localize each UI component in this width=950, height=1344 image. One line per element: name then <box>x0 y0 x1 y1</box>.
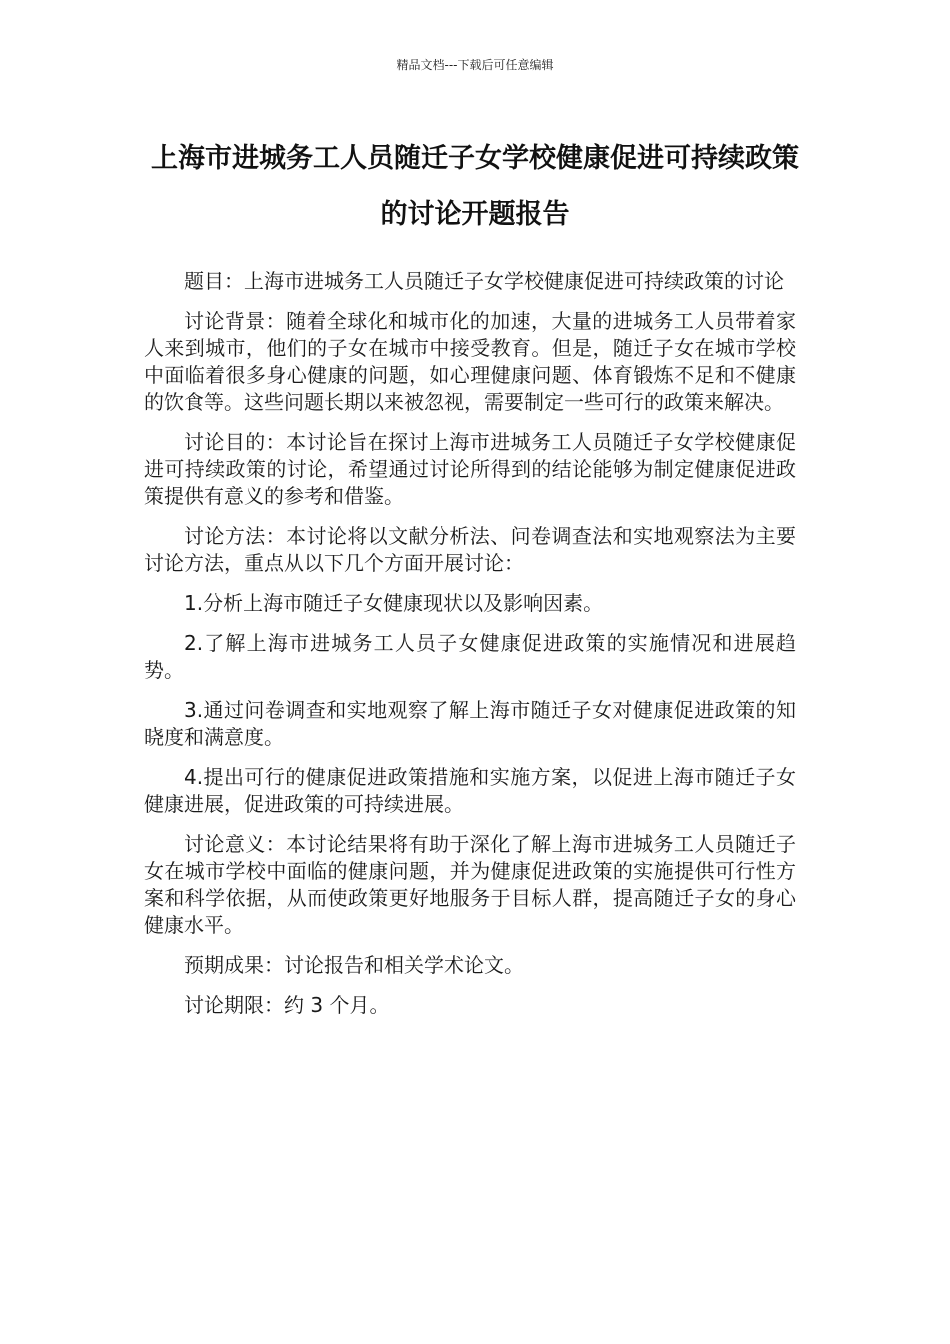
paragraph-purpose: 讨论目的：本讨论旨在探讨上海市进城务工人员随迁子女学校健康促进可持续政策的讨论，希望通过讨论所得到的结论能够为制定健康促进政策提供有意义的参考和借鉴。 <box>144 430 796 508</box>
paragraph-method-item-1: 1.分析上海市随迁子女健康现状以及影响因素。 <box>184 591 604 615</box>
document-body <box>144 268 796 1032</box>
paragraph-topic: 题目：上海市进城务工人员随迁子女学校健康促进可持续政策的讨论 <box>184 269 784 293</box>
paragraph-expected-results: 预期成果：讨论报告和相关学术论文。 <box>184 953 524 977</box>
paragraph-method-item-2: 2.了解上海市进城务工人员子女健康促进政策的实施情况和进展趋势。 <box>144 631 796 682</box>
paragraph-background: 讨论背景：随着全球化和城市化的加速，大量的进城务工人员带着家人来到城市，他们的子女在城市中接受教育。但是，随迁子女在城市学校中面临着很多身心健康的问题，如心理健康问题、体育锻炼不足和不健康的饮食等。这些问题长期以来被忽视，需要制定一些可行的政策来解决。 <box>144 309 796 414</box>
paragraph-method: 讨论方法：本讨论将以文献分析法、问卷调查法和实地观察法为主要讨论方法，重点从以下几个方面开展讨论： <box>144 524 796 575</box>
page-header: 精品文档---下载后可任意编辑 <box>396 58 554 72</box>
paragraph-method-item-4: 4.提出可行的健康促进政策措施和实施方案，以促进上海市随迁子女健康进展，促进政策的可持续进展。 <box>144 765 796 816</box>
document-title: 上海市进城务工人员随迁子女学校健康促进可持续政策的讨论开题报告 <box>151 143 799 230</box>
paragraph-duration: 讨论期限：约 3 个月。 <box>184 993 390 1017</box>
paragraph-method-item-3: 3.通过问卷调查和实地观察了解上海市随迁子女对健康促进政策的知晓度和满意度。 <box>144 698 796 749</box>
paragraph-significance: 讨论意义：本讨论结果将有助于深化了解上海市进城务工人员随迁子女在城市学校中面临的健康问题，并为健康促进政策的实施提供可行性方案和科学依据，从而使政策更好地服务于目标人群，提高随迁子女的身心健康水平。 <box>144 832 796 937</box>
